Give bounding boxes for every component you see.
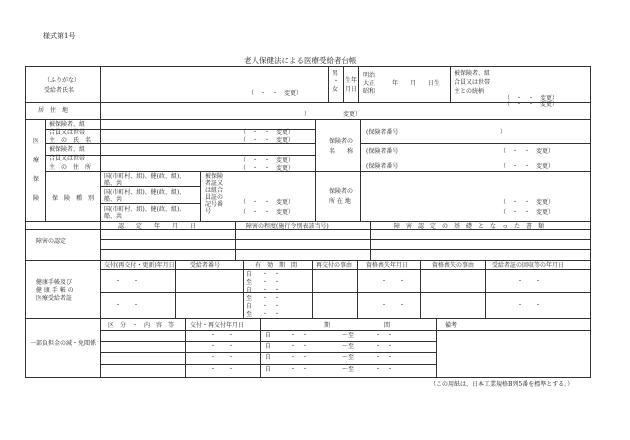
rule — [185, 318, 186, 377]
copay-to-date-3: ・ ・ — [375, 354, 394, 361]
rule — [235, 221, 236, 260]
card-number-label: 被保険 — [205, 173, 224, 180]
residence-paren: ） — [304, 111, 311, 118]
rule — [100, 203, 200, 204]
sex-separator: ・ — [333, 78, 340, 85]
document-title: 老人保健法による医療受給者台帳 — [244, 56, 357, 65]
rule — [25, 119, 591, 120]
return-date-header: 受給者証の回収等の年月日 — [492, 262, 565, 269]
relation-label-2: 合員又は世帯 — [454, 79, 491, 86]
rule — [25, 318, 591, 319]
rule — [485, 260, 486, 318]
copay-period-header: 期 間 — [324, 322, 391, 329]
insurance-type-option-2: 国(市町村、組)、健(政、組)、 — [104, 189, 186, 196]
copay-from-date-1: ・ ・ — [290, 332, 309, 339]
rule — [328, 66, 329, 102]
table-border-bottom — [25, 377, 591, 378]
rule — [357, 260, 358, 318]
footer-note: （この用紙は、日本工業規格B列5番を標準とする。） — [430, 381, 574, 388]
valid-from-2: 自 — [246, 287, 253, 294]
insurer-number-close: ） — [500, 129, 507, 136]
valid-from-date-3: ・ ・ — [262, 303, 281, 310]
card-number-label-5: 記号番 — [205, 201, 224, 208]
relation-change-note: （ ・ ・ 変更） — [504, 95, 559, 102]
copay-to-1: ～至 — [342, 332, 355, 339]
insurer-location-change-2: （ ・ ・ 変更） — [500, 209, 555, 216]
rule — [100, 292, 591, 293]
copay-to-date-4: ・ ・ — [375, 366, 394, 373]
residence-change-note-2: （ ・ ・ 変更） — [504, 101, 559, 108]
certificate-label-2: 健 康 手 帳 の — [36, 287, 74, 294]
rule — [343, 66, 344, 102]
insurer-name-label-2: 名 称 — [329, 148, 354, 155]
copay-from-date-3: ・ ・ — [290, 354, 309, 361]
card-number-label-4: 員証の — [205, 194, 224, 201]
return-date-2: ・ ・ — [517, 302, 542, 309]
insurer-location-change: （ ・ ・ 変更） — [500, 199, 555, 206]
insurance-type-option-3: 国(市町村、組)、健(政、組)、 — [104, 206, 186, 213]
insurance-side-1: 医 — [33, 138, 40, 145]
sex-female: 女 — [332, 86, 339, 93]
certificate-label-3: 医療受給者証 — [36, 295, 73, 302]
rule — [360, 119, 361, 221]
valid-to-3: 至 — [246, 311, 253, 318]
valid-from-1: 自 — [246, 271, 253, 278]
card-number-label-3: は組合 — [205, 187, 224, 194]
rule — [358, 66, 359, 102]
disability-label: 障害の認定 — [36, 238, 67, 245]
copay-issue-date-1: ・ ・ — [210, 332, 235, 339]
insured-address-label-3: 主 の 住 所 — [49, 164, 92, 171]
rule — [45, 171, 591, 172]
copay-from-1: 自 — [265, 332, 272, 339]
recipient-number-header: 受給者番号 — [190, 262, 221, 269]
insurer-location-label: 保険者の — [329, 188, 354, 195]
era-taisho: 大正 — [363, 80, 376, 87]
rule — [100, 249, 591, 250]
insurer-name-label: 保険者の — [329, 138, 354, 145]
valid-to-2: 至 — [246, 295, 253, 302]
table-border-right — [590, 66, 591, 377]
sex-male: 男 — [332, 70, 339, 77]
insurer-number-3: (保険者番号 — [366, 163, 399, 170]
insured-address-label-2: 合員又は世帯 — [49, 155, 86, 162]
insurance-side-3: 保 — [33, 176, 40, 183]
form-number: 様式第1号 — [43, 32, 76, 40]
copay-issue-header: 交付・再交付年月日 — [190, 322, 245, 329]
insured-address-change: （ ・ ・ 変更） — [240, 157, 295, 164]
rule — [25, 221, 591, 222]
disability-degree-header: 障害の程度(施行令別表該当号) — [246, 223, 329, 230]
insurer-number-change: （ ・ ・ 変更） — [500, 148, 555, 155]
copay-from-date-2: ・ ・ — [290, 343, 309, 350]
copay-from-2: 自 — [265, 343, 272, 350]
copay-to-2: ～至 — [342, 343, 355, 350]
rule — [260, 318, 261, 377]
rule — [315, 119, 316, 221]
furigana-label: （ふりがな） — [44, 77, 81, 84]
copay-issue-date-3: ・ ・ — [210, 354, 235, 361]
rule — [243, 260, 244, 318]
relation-label: 被保険者、組 — [454, 70, 491, 77]
rule — [450, 66, 451, 102]
copay-label: 一部負担金の減・免閲係 — [30, 340, 97, 347]
loss-reason-header: 資格喪失の事由 — [432, 262, 475, 269]
rule — [100, 269, 591, 270]
insured-name-label-2: 合員又は世帯 — [49, 129, 86, 136]
valid-to-date-1: ・ ・ — [262, 279, 281, 286]
insurance-type-label: 保 険 種 別 — [52, 195, 95, 202]
valid-period-header: 有 効 期 間 — [255, 262, 298, 269]
insurer-number: (保険者番号 — [366, 129, 399, 136]
issue-date-2: ・ ・ — [115, 302, 140, 309]
insured-name-label-3: 主 の 氏 名 — [49, 137, 92, 144]
insured-address-label: 被保険者、組 — [49, 146, 86, 153]
rule — [200, 171, 201, 221]
rule — [45, 155, 315, 156]
copay-from-3: 自 — [265, 354, 272, 361]
insurance-type-option: 国(市町村、組)、健(政、組)、 — [104, 173, 186, 180]
table-border-top — [25, 66, 591, 67]
rule — [175, 260, 176, 318]
rule — [312, 260, 313, 318]
card-number-label-6: 号 — [205, 208, 212, 215]
card-number-label-2: 者証又 — [205, 180, 224, 187]
rule — [100, 341, 436, 342]
copay-to-date-2: ・ ・ — [375, 343, 394, 350]
remarks-header: 備考 — [445, 322, 458, 329]
rule — [360, 143, 591, 144]
era-meiji: 明治 — [363, 72, 376, 79]
valid-to-1: 至 — [246, 279, 253, 286]
insurance-side-4: 険 — [33, 195, 40, 202]
certificate-label: 健康手帳及び — [36, 279, 73, 286]
return-date-1: ・ ・ — [517, 278, 542, 285]
disability-basis-header: 障 害 認 定 の 基 礎 と な っ た 書 類 — [394, 223, 545, 230]
copay-to-3: ～至 — [342, 354, 355, 361]
copay-to-4: ～至 — [342, 366, 355, 373]
birth-label-2: 月日 — [345, 86, 358, 93]
issue-date-1: ・ ・ — [115, 278, 140, 285]
insurer-location-label-2: 所 在 地 — [329, 198, 351, 205]
insured-name-change: （ ・ ・ 変更） — [240, 129, 295, 136]
rule — [436, 318, 437, 377]
table-border-left — [25, 66, 26, 377]
insurance-side-2: 療 — [33, 157, 40, 164]
rule — [100, 239, 591, 240]
rule — [100, 330, 591, 331]
insurer-number-change-2: （ ・ ・ 変更） — [500, 163, 555, 170]
rule — [100, 66, 101, 377]
rule — [45, 119, 46, 221]
recipient-name-label: 受給者氏名 — [44, 87, 75, 94]
valid-to-date-3: ・ ・ — [262, 311, 281, 318]
disability-date-header: 認 定 年 月 日 — [118, 223, 197, 230]
loss-date-header: 資格喪失年月日 — [366, 262, 409, 269]
card-number-change-2: （ ・ ・ 変更） — [240, 209, 295, 216]
insurance-type-option-3b: 船、共 — [104, 213, 123, 220]
rule — [420, 260, 421, 318]
insurance-type-option-2b: 船、共 — [104, 196, 123, 203]
era-showa: 昭和 — [363, 88, 376, 95]
relation-label-3: 主との続柄 — [454, 88, 485, 95]
loss-date-1: ・ ・ — [381, 278, 406, 285]
valid-to-date-2: ・ ・ — [262, 295, 281, 302]
insured-name-label: 被保険者、組 — [49, 121, 86, 128]
rule — [100, 364, 436, 365]
issue-date-header: 交付(再交付・更新)年月日 — [104, 262, 175, 269]
name-change-note: （ ・ ・ 変更） — [248, 90, 303, 97]
copay-issue-date-4: ・ ・ — [210, 366, 235, 373]
card-number-change: （ ・ ・ 変更） — [240, 199, 295, 206]
copay-category-header: 区 分 ・ 内 容 等 — [108, 322, 175, 329]
copay-to-date-1: ・ ・ — [375, 332, 394, 339]
copay-from-date-4: ・ ・ — [290, 366, 309, 373]
valid-from-date-1: ・ ・ — [262, 271, 281, 278]
valid-from-date-2: ・ ・ — [262, 287, 281, 294]
reissue-reason-header: 再交付の事由 — [316, 262, 353, 269]
rule — [100, 352, 436, 353]
copay-from-4: 自 — [265, 366, 272, 373]
insured-address-change-2: （ ・ ・ 変更） — [240, 165, 295, 172]
rule — [25, 260, 591, 261]
valid-from-3: 自 — [246, 303, 253, 310]
insurance-type-option-b: 船、共 — [104, 180, 123, 187]
birth-date-format: 年 月 日生 — [392, 80, 441, 87]
copay-issue-date-2: ・ ・ — [210, 343, 235, 350]
loss-date-2: ・ ・ — [381, 302, 406, 309]
residence-label: 居 住 地 — [38, 107, 69, 114]
insured-name-change-2: （ ・ ・ 変更） — [240, 137, 295, 144]
birth-label: 生年 — [345, 77, 358, 84]
rule — [370, 221, 371, 260]
residence-change-note: 変更） — [343, 111, 362, 118]
insurer-number-2: (保険者番号 — [366, 148, 399, 155]
